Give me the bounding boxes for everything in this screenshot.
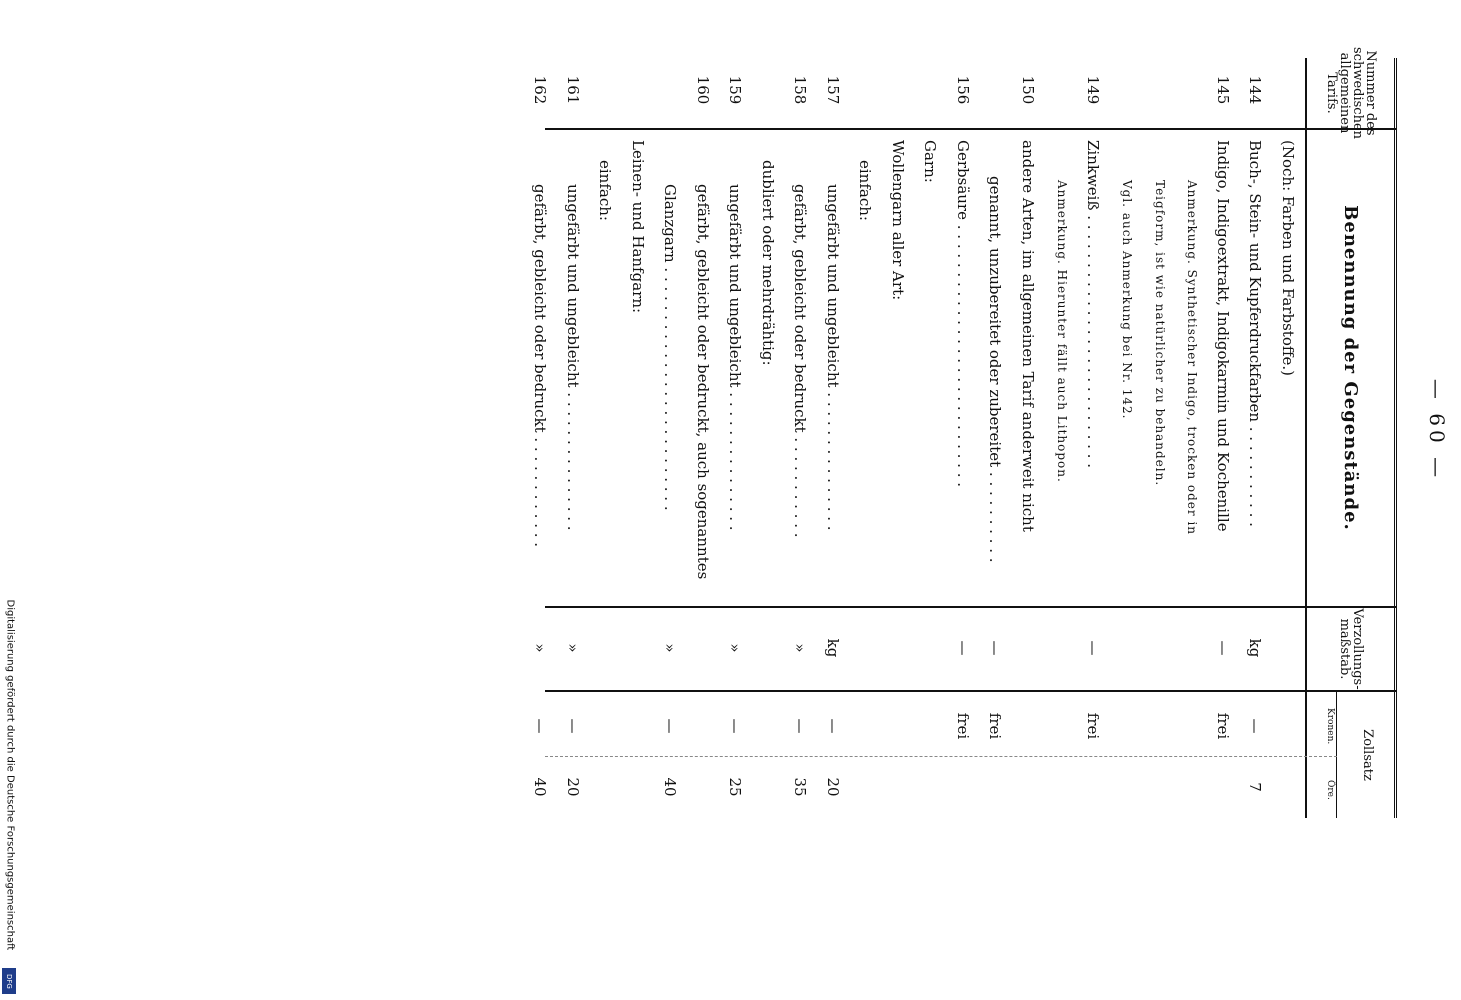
column-divider-3 [545,690,1397,692]
row-description: Teigform, ist wie natürlicher zu behandeln. [1153,180,1167,487]
row-measure: » [726,643,745,653]
header-kronen: Kronen. [1325,708,1335,745]
row-kronen: — [726,718,745,734]
row-number: 157 [824,75,842,105]
row-ore: 25 [726,777,745,797]
row-description: einfach: [596,160,615,221]
header-measure: Verzollungs-maßstab. [1337,608,1365,690]
dfg-logo: DFG [2,968,16,994]
row-measure: kg [1246,638,1265,658]
row-description: Vgl. auch Anmerkung bei Nr. 142. [1120,180,1135,420]
row-kronen: frei [954,712,972,740]
digitization-sidebar [0,599,16,994]
row-measure: » [531,643,550,653]
rotated-tariff-page [531,40,1461,820]
row-ore: 7 [1246,782,1265,792]
row-description: genannt, unzubereitet oder zubereitet . . . . . . . . . . [986,176,1005,563]
row-description: Anmerkung. Synthetischer Indigo, trocken oder in [1185,180,1200,536]
row-ore: 40 [661,777,680,797]
row-measure: — [986,640,1005,656]
row-measure: kg [824,638,842,658]
row-number: 150 [1019,75,1037,105]
page-number: — 60 — [1425,378,1449,482]
row-description: ungefärbt und ungebleicht . . . . . . . . . . . . . . . [824,184,842,531]
row-number: 162 [531,75,550,105]
row-measure: — [1084,640,1102,656]
rate-split-rule [1336,692,1337,818]
row-number: 156 [954,75,972,105]
row-description: einfach: [856,160,875,221]
row-kronen: — [661,718,680,734]
row-number: 149 [1084,75,1102,105]
row-ore: 20 [564,777,582,797]
row-number: 161 [564,75,582,105]
header-rate: Zollsatz [1360,729,1376,781]
digitization-notice: Digitalisierung gefördert durch die Deutsche Forschungsgemeinschaft [4,599,16,951]
row-description: gefärbt, gebleicht oder bedruckt . . . . . . . . . . . . [531,184,550,548]
tariff-table [531,47,1397,818]
row-number: 160 [694,75,712,105]
row-description: Gerbsäure . . . . . . . . . . . . . . . . . . . . . . . . . . . . [954,140,972,487]
row-description: dubliert oder mehrdrähtig: [759,160,777,366]
row-description: Wollengarn aller Art: [889,140,907,301]
row-description: gefärbt, gebleicht oder bedruckt . . . . . . . . . . . [791,184,810,538]
row-description: Garn: [921,140,940,183]
row-description: ungefärbt und ungebleicht . . . . . . . . . . . . . . . [564,184,582,531]
row-description: ungefärbt und ungebleicht . . . . . . . . . . . . . . . [726,184,745,531]
row-measure: — [954,640,972,656]
row-ore: 20 [824,777,842,797]
row-kronen: frei [1214,712,1232,740]
row-number: 145 [1214,75,1232,105]
kronen-ore-divider [545,756,1337,757]
row-ore: 40 [531,777,550,797]
header-bottom-rule [1305,58,1307,818]
row-description: Glanzgarn . . . . . . . . . . . . . . . . . . . . . . . . . . [661,184,680,511]
row-kronen: — [1246,718,1265,734]
row-number: 158 [791,75,810,105]
row-measure: » [564,643,582,653]
row-description: gefärbt, gebleicht oder bedruckt, auch sogenanntes [694,184,712,580]
row-description: (Noch: Farben und Farbstoffe.) [1279,140,1297,377]
row-description: Anmerkung. Hierunter fällt auch Lithopon. [1055,180,1070,483]
header-description: Benennung der Gegenstände. [1340,205,1362,531]
row-number: 144 [1246,75,1265,105]
row-number: 159 [726,75,745,105]
row-description: Buch-, Stein- und Kupferdruckfarben . . . . . . . . . . . [1246,140,1265,527]
header-top-rule [1394,58,1397,818]
row-kronen: frei [986,712,1005,740]
row-kronen: — [564,718,582,734]
row-kronen: — [791,718,810,734]
header-ore: Öre. [1325,780,1335,800]
row-measure: » [791,643,810,653]
row-measure: — [1214,640,1232,656]
row-ore: 35 [791,777,810,797]
header-number: Nummer des schwedischen allgemeinen Tarifs. [1324,47,1378,140]
row-measure: » [661,643,680,653]
row-kronen: — [824,718,842,734]
row-kronen: — [531,718,550,734]
row-kronen: frei [1084,712,1102,740]
column-divider-1 [545,128,1397,130]
row-description: andere Arten, im allgemeinen Tarif anderweit nicht [1019,140,1037,532]
row-description: Leinen- und Hanfgarn: [629,140,647,314]
row-description: Indigo, Indigoextrakt, Indigokarmin und Kochenille [1214,140,1232,532]
row-description: Zinkweiß . . . . . . . . . . . . . . . . . . . . . . . . . . . [1084,140,1102,468]
